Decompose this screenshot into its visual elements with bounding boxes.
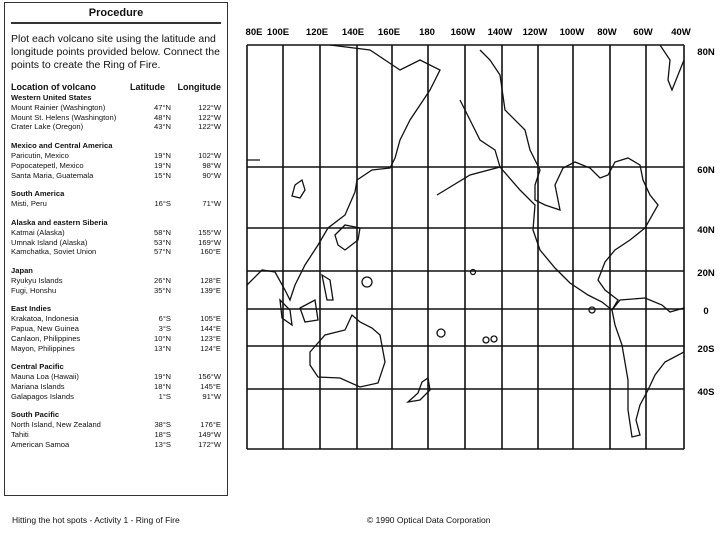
latitude-value: 3°S [158, 324, 171, 334]
volcano-name: Tahiti [11, 430, 29, 440]
group-heading: South Pacific [11, 410, 60, 420]
longitude-value: 105°E [200, 314, 221, 324]
longitude-value: 155°W [198, 227, 221, 237]
indonesia-outline [280, 300, 318, 325]
longitude-value: 156°W [198, 372, 221, 382]
greenland-outline [660, 45, 684, 90]
latitude-value: 10°N [154, 333, 171, 343]
longitude-value: 176°E [200, 420, 221, 430]
longitude-value: 169°W [198, 237, 221, 247]
latitude-label: 80N [697, 47, 715, 58]
group-heading: Mexico and Central America [11, 141, 113, 151]
latitude-value: 53°N [154, 237, 171, 247]
latitude-value: 13°N [154, 343, 171, 353]
latitude-value: 38°S [154, 420, 171, 430]
volcano-name: Krakatoa, Indonesia [11, 314, 79, 324]
latitude-value: 47°N [154, 103, 171, 112]
volcano-name: Katmai (Alaska) [11, 227, 65, 237]
island-outline [483, 337, 489, 343]
header-longitude: Longitude [177, 82, 221, 92]
longitude-value: 172°W [198, 439, 221, 449]
island-outline [362, 277, 372, 287]
group-heading: Alaska and eastern Siberia [11, 217, 108, 227]
header-location: Location of volcano [11, 82, 97, 92]
longitude-value: 90°W [202, 170, 221, 180]
longitude-label: 80E [245, 27, 263, 38]
volcano-name: Canlaon, Philippines [11, 333, 81, 343]
volcano-name: Mariana Islands [11, 381, 65, 391]
latitude-value: 13°S [154, 439, 171, 449]
volcano-name: Umnak Island (Alaska) [11, 237, 88, 247]
latitude-value: 16°S [154, 199, 171, 209]
volcano-name: Mount St. Helens (Washington) [11, 112, 117, 122]
group-heading: Western United States [11, 93, 92, 102]
asia-outline [247, 45, 440, 300]
volcano-name: North Island, New Zealand [11, 420, 101, 430]
latitude-value: 19°N [154, 372, 171, 382]
south-america-outline [612, 298, 684, 437]
latitude-value: 6°S [158, 314, 171, 324]
latitude-label: 40S [697, 387, 715, 398]
longitude-value: 128°E [200, 276, 221, 286]
header-latitude: Latitude [130, 82, 165, 92]
latitude-value: 26°N [154, 276, 171, 286]
latitude-value: 19°N [154, 160, 171, 170]
longitude-label: 100W [559, 27, 585, 38]
group-heading: Central Pacific [11, 362, 64, 372]
latitude-value: 19°N [154, 151, 171, 161]
longitude-label: 60W [633, 27, 653, 38]
volcano-name: Fugi, Honshu [11, 285, 57, 295]
longitude-label: 140E [341, 27, 365, 38]
longitude-value: 123°E [200, 333, 221, 343]
group-heading: Japan [11, 266, 33, 276]
volcano-name: Papua, New Guinea [11, 324, 79, 334]
latitude-value: 35°N [154, 285, 171, 295]
activity-footer: Hitting the hot spots - Activity 1 - Ring of Fire [12, 515, 180, 525]
latitude-value: 58°N [154, 227, 171, 237]
longitude-label: 120W [522, 27, 548, 38]
longitude-value: 98°W [202, 160, 221, 170]
longitude-label: 160E [377, 27, 401, 38]
longitude-value: 149°W [198, 430, 221, 440]
latitude-label: 40N [697, 225, 715, 236]
longitude-value: 122°W [198, 122, 221, 132]
latitude-value: 18°S [154, 430, 171, 440]
longitude-value: 122°W [198, 112, 221, 122]
latitude-value: 15°N [154, 170, 171, 180]
copyright-footer: © 1990 Optical Data Corporation [367, 515, 491, 525]
australia-outline [310, 315, 385, 387]
latitude-label: 60N [697, 165, 715, 176]
island-outline [437, 329, 445, 337]
group-heading: South America [11, 189, 65, 199]
volcano-name: American Samoa [11, 439, 70, 449]
longitude-value: 139°E [200, 285, 221, 295]
volcano-name: Galapagos Islands [11, 391, 74, 401]
latitude-value: 43°N [154, 122, 171, 132]
volcano-name: Mauna Loa (Hawaii) [11, 372, 79, 382]
procedure-title: Procedure [11, 7, 221, 24]
volcano-name: Popocatepetl, Mexico [11, 160, 84, 170]
longitude-label: 120E [305, 27, 329, 38]
longitude-label: 180 [419, 27, 435, 38]
philippines-outline [322, 275, 333, 300]
longitude-value: 160°E [200, 247, 221, 257]
volcano-name: Kamchatka, Soviet Union [11, 247, 97, 257]
latitude-value: 18°N [154, 381, 171, 391]
longitude-value: 144°E [200, 324, 221, 334]
latitude-label: 20N [697, 268, 715, 279]
longitude-value: 102°W [198, 151, 221, 161]
new-zealand-outline [408, 378, 430, 402]
volcano-name: Misti, Peru [11, 199, 47, 209]
volcano-name: Ryukyu Islands [11, 276, 63, 286]
galapagos-outline [589, 307, 595, 313]
latitude-label: 20S [697, 344, 715, 355]
volcano-name: Mayon, Philippines [11, 343, 75, 353]
longitude-label: 140W [487, 27, 513, 38]
longitude-value: 71°W [202, 199, 221, 209]
longitude-label: 160W [450, 27, 476, 38]
latitude-value: 48°N [154, 112, 171, 122]
longitude-label: 100E [266, 27, 290, 38]
volcano-name: Crater Lake (Oregon) [11, 122, 84, 132]
island-outline [491, 336, 497, 342]
procedure-intro: Plot each volcano site using the latitude and longitude points provided below. Connect the points to create the Ring of Fire. [11, 33, 220, 71]
longitude-value: 91°W [202, 391, 221, 401]
sakhalin-outline [292, 180, 305, 198]
latitude-label: 0 [703, 306, 709, 317]
longitude-value: 145°E [200, 381, 221, 391]
longitude-value: 122°W [198, 103, 221, 112]
volcano-name: Mount Rainier (Washington) [11, 103, 106, 112]
volcano-name: Santa Maria, Guatemala [11, 170, 94, 180]
latitude-value: 57°N [154, 247, 171, 257]
volcano-name: Paricutin, Mexico [11, 151, 69, 161]
longitude-label: 80W [597, 27, 617, 38]
longitude-value: 124°E [200, 343, 221, 353]
group-heading: East Indies [11, 304, 52, 314]
alaska-outline [437, 100, 500, 195]
latitude-value: 1°S [158, 391, 171, 401]
longitude-label: 40W [671, 27, 691, 38]
